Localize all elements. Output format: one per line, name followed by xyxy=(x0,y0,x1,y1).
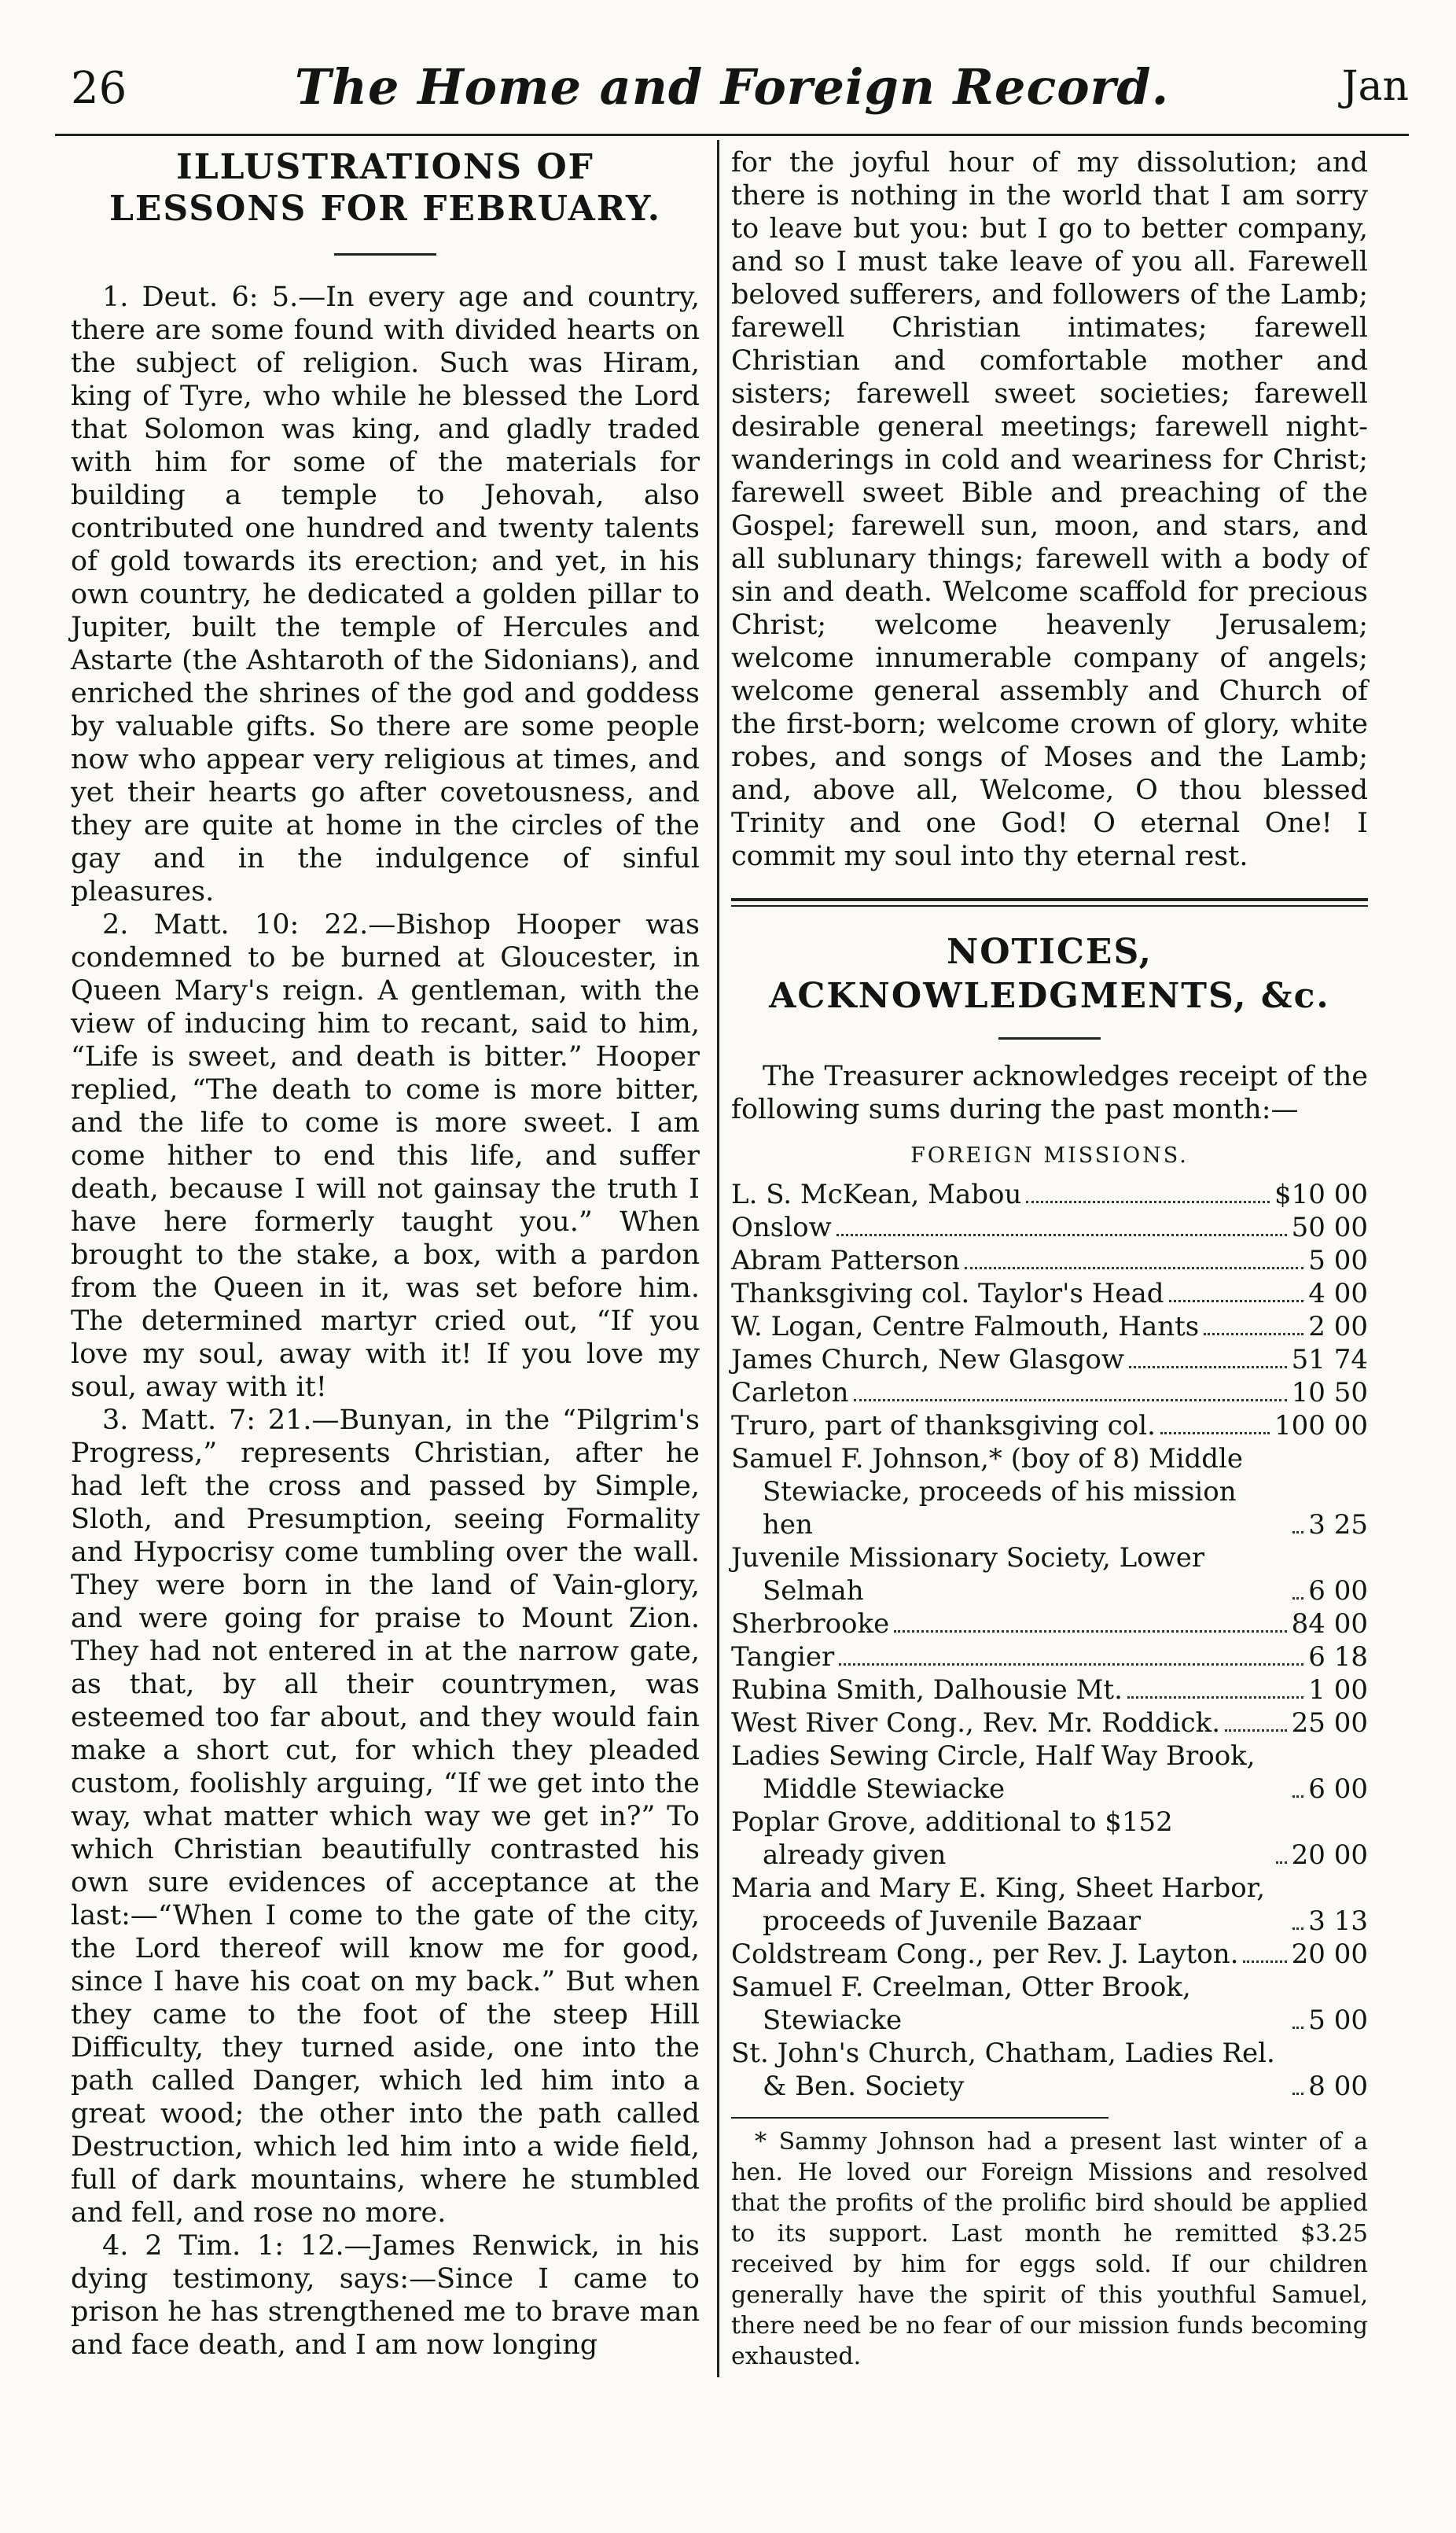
donor-name: Sherbrooke xyxy=(731,1608,890,1640)
donation-amount: 1 00 xyxy=(1308,1674,1368,1706)
acknowledgment-row xyxy=(731,1706,1368,1740)
running-header xyxy=(55,55,1409,118)
donation-amount: 10 50 xyxy=(1291,1377,1368,1408)
treasurer-intro: The Treasurer acknowledges receipt of the following sums during the past month:— xyxy=(731,1061,1368,1125)
foreign-missions-subheading: FOREIGN MISSIONS. xyxy=(910,1143,1189,1168)
dot-leader xyxy=(1204,1333,1303,1335)
acknowledgment-row xyxy=(731,1343,1368,1376)
notices-heading: NOTICES, ACKNOWLEDGMENTS, &c. xyxy=(769,932,1330,1016)
footnote: * Sammy Johnson had a present last winter of a hen. He loved our Foreign Missions and resolved that the profits of the prolific bird should be applied to its support. Last month he remitted $3.25 received by him for eggs sold. If our children generally have the spirit of this youthful Samuel, there need be no fear of our mission funds becoming exhausted. xyxy=(731,2128,1368,2370)
acknowledgment-row xyxy=(731,1409,1368,1442)
dot-leader xyxy=(1292,2027,1303,2029)
dot-leader xyxy=(1292,1531,1303,1533)
footnote-rule xyxy=(731,2117,1109,2119)
heading-rule xyxy=(334,253,436,256)
donor-name: Samuel F. Johnson,* (boy of 8) Middle Stewiacke, proceeds of his mission hen xyxy=(731,1443,1244,1541)
dot-leader xyxy=(965,1267,1303,1269)
donor-name: Samuel F. Creelman, Otter Brook, Stewiacke xyxy=(731,1972,1191,2036)
donation-amount: 5 00 xyxy=(1308,2005,1368,2036)
donor-name: Truro, part of thanksgiving col. xyxy=(731,1410,1156,1441)
notices-heading-rule xyxy=(998,1037,1101,1040)
dot-leader xyxy=(1129,1366,1287,1368)
acknowledgment-row xyxy=(731,1640,1368,1673)
donation-amount: 3 25 xyxy=(1308,1509,1368,1541)
donor-name: W. Logan, Centre Falmouth, Hants xyxy=(731,1311,1200,1342)
donor-name: Onslow xyxy=(731,1212,832,1243)
donor-name: Carleton xyxy=(731,1377,849,1408)
acknowledgment-row xyxy=(731,1211,1368,1244)
donation-amount: 20 00 xyxy=(1291,1938,1368,1970)
donor-name: Abram Patterson xyxy=(731,1245,961,1276)
right-column xyxy=(731,146,1368,2372)
donation-amount: $10 00 xyxy=(1274,1179,1368,1210)
donation-amount: 25 00 xyxy=(1291,1707,1368,1739)
donor-name: James Church, New Glasgow xyxy=(731,1344,1125,1375)
donation-amount: 3 13 xyxy=(1308,1905,1368,1937)
donation-amount: 6 18 xyxy=(1308,1641,1368,1673)
page-number: 26 xyxy=(71,63,127,114)
donor-name: Tangier xyxy=(731,1641,835,1673)
section-double-rule xyxy=(731,898,1368,907)
acknowledgment-row xyxy=(731,1376,1368,1409)
donation-amount: 51 74 xyxy=(1291,1344,1368,1375)
dot-leader xyxy=(1026,1201,1270,1203)
donor-name: Juvenile Missionary Society, Lower Selmah xyxy=(731,1542,1205,1607)
acknowledgment-row xyxy=(731,1872,1368,1938)
column-divider xyxy=(717,140,719,2377)
acknowledgment-row xyxy=(731,1806,1368,1872)
dot-leader xyxy=(1292,1795,1303,1798)
donation-amount: 8 00 xyxy=(1308,2071,1368,2102)
donation-amount: 4 00 xyxy=(1308,1278,1368,1309)
acknowledgment-row xyxy=(731,1310,1368,1343)
donation-amount: 5 00 xyxy=(1308,1245,1368,1276)
dot-leader xyxy=(1292,1927,1303,1930)
donor-name: Poplar Grove, additional to $152 already given xyxy=(731,1806,1173,1871)
acknowledgment-row xyxy=(731,1178,1368,1211)
donation-amount: 100 00 xyxy=(1274,1410,1368,1441)
dot-leader xyxy=(1160,1432,1270,1434)
dot-leader xyxy=(1127,1696,1303,1699)
donor-name: Thanksgiving col. Taylor's Head xyxy=(731,1278,1164,1309)
donor-name: Maria and Mary E. King, Sheet Harbor, proceeds of Juvenile Bazaar xyxy=(731,1872,1266,1937)
header-rule xyxy=(55,134,1409,136)
acknowledgment-row xyxy=(731,1442,1368,1541)
dot-leader xyxy=(839,1663,1303,1666)
dot-leader xyxy=(1276,1861,1287,1864)
acknowledgment-row xyxy=(731,1607,1368,1640)
dot-leader xyxy=(854,1399,1287,1401)
lesson-paragraph: 2. Matt. 10: 22.—Bishop Hooper was condemned to be burned at Gloucester, in Queen Mary's reign. A gentleman, with the view of inducing him to recant, said to him, “Life is sweet, and death is bitter.” Hooper replied, “The death to come is more bitter, and the life to come is more sweet. I am come hither to end this life, and suffer death, because I will not gainsay the truth I have here formerly taught you.” When brought to the stake, a box, with a pardon from the Queen in it, was set before him. The determined martyr cried out, “If you love my soul, away with it! If you love my soul, away with it! xyxy=(71,909,700,1403)
acknowledgment-row xyxy=(731,1673,1368,1706)
acknowledgment-row xyxy=(731,1541,1368,1607)
donation-amount: 6 00 xyxy=(1308,1575,1368,1607)
illustrations-heading: ILLUSTRATIONS OF LESSONS FOR FEBRUARY. xyxy=(108,147,662,229)
lesson-paragraph: 3. Matt. 7: 21.—Bunyan, in the “Pilgrim's Progress,” represents Christian, after he had left the cross and passed by Simple, Sloth, and Presumption, seeing Formality and Hypocrisy come tumbling over the wall. They were born in the land of Vain-glory, and were going for praise to Mount Zion. They had not entered in at the narrow gate, as that, by all their countrymen, was esteemed too far about, and they would fain make a short cut, for which they pleaded custom, foolishly arguing, “If we get into the way, what matter which way we get in?” To which Christian beautifully contrasted his own sure evidences of acceptance at the last:—“When I come to the gate of the city, the Lord thereof will know me for good, since I have his coat on my back.” But when they came to the foot of the steep Hill Difficulty, they turned aside, one into the path called Danger, which led him into a great wood; the other into the path called Destruction, which led him into a wide field, full of dark mountains, where he stumbled and fell, and rose no more. xyxy=(71,1405,700,2229)
acknowledgment-row xyxy=(731,1740,1368,1806)
donation-amount: 6 00 xyxy=(1308,1773,1368,1805)
dot-leader xyxy=(836,1234,1287,1236)
donor-name: Coldstream Cong., per Rev. J. Layton. xyxy=(731,1938,1239,1970)
continued-paragraph: for the joyful hour of my dissolution; and there is nothing in the world that I am sorry to leave but you: but I go to better company, and so I must take leave of you all. Farewell beloved sufferers, and followers of the Lamb; farewell Christian intimates; farewell Christian and comfortable mother and sisters; farewell sweet societies; farewell desirable general meetings; farewell night-wanderings in cold and weariness for Christ; farewell sweet Bible and preaching of the Gospel; farewell sun, moon, and stars, and all sublunary things; farewell with a body of sin and death. Welcome scaffold for precious Christ; welcome heavenly Jerusalem; welcome innumerable company of angels; welcome general assembly and Church of the first-born; welcome crown of glory, white robes, and songs of Moses and the Lamb; and, above all, Welcome, O thou blessed Trinity and one God! O eternal One! I commit my soul into thy eternal rest. xyxy=(731,147,1368,872)
acknowledgment-row xyxy=(731,1244,1368,1277)
donation-amount: 2 00 xyxy=(1308,1311,1368,1342)
acknowledgment-row xyxy=(731,1277,1368,1310)
dot-leader xyxy=(1225,1729,1287,1732)
lesson-paragraph: 1. Deut. 6: 5.—In every age and country, there are some found with divided hearts on the subject of religion. Such was Hiram, king of Tyre, who while he blessed the Lord that Solomon was king, and gladly traded with him for some of the materials for building a temple to Jehovah, also contributed one hundred and twenty talents of gold towards its erection; and yet, in his own country, he dedicated a golden pillar to Jupiter, built the temple of Hercules and Astarte (the Ashtaroth of the Sidonians), and enriched the shrines of the god and goddess by valuable gifts. So there are some people now who appear very religious at times, and yet their hearts go after covetousness, and they are quite at home in the circles of the gay and in the indulgence of sinful pleasures. xyxy=(71,282,700,908)
lesson-paragraph: 4. 2 Tim. 1: 12.—James Renwick, in his dying testimony, says:—Since I came to prison he has strengthened me to brave man and face death, and I am now longing xyxy=(71,2230,700,2361)
donor-name: St. John's Church, Chatham, Ladies Rel. & Ben. Society xyxy=(731,2038,1275,2102)
donor-name: West River Cong., Rev. Mr. Roddick. xyxy=(731,1707,1221,1739)
journal-title: The Home and Foreign Record. xyxy=(294,58,1170,116)
dot-leader xyxy=(1292,1597,1303,1600)
acknowledgment-row xyxy=(731,2037,1368,2103)
acknowledgment-list xyxy=(731,1178,1368,2103)
left-column xyxy=(71,146,700,2362)
dot-leader xyxy=(894,1630,1286,1633)
dot-leader xyxy=(1169,1300,1304,1302)
issue-month: Jan xyxy=(1341,63,1409,110)
acknowledgment-row xyxy=(731,1938,1368,1971)
donation-amount: 84 00 xyxy=(1291,1608,1368,1640)
donation-amount: 50 00 xyxy=(1291,1212,1368,1243)
dot-leader xyxy=(1243,1960,1286,1963)
acknowledgment-row xyxy=(731,1971,1368,2037)
donor-name: Ladies Sewing Circle, Half Way Brook, Middle Stewiacke xyxy=(731,1740,1256,1805)
donor-name: Rubina Smith, Dalhousie Mt. xyxy=(731,1674,1123,1706)
dot-leader xyxy=(1292,2093,1303,2095)
donor-name: L. S. McKean, Mabou xyxy=(731,1179,1022,1210)
donation-amount: 20 00 xyxy=(1291,1839,1368,1871)
